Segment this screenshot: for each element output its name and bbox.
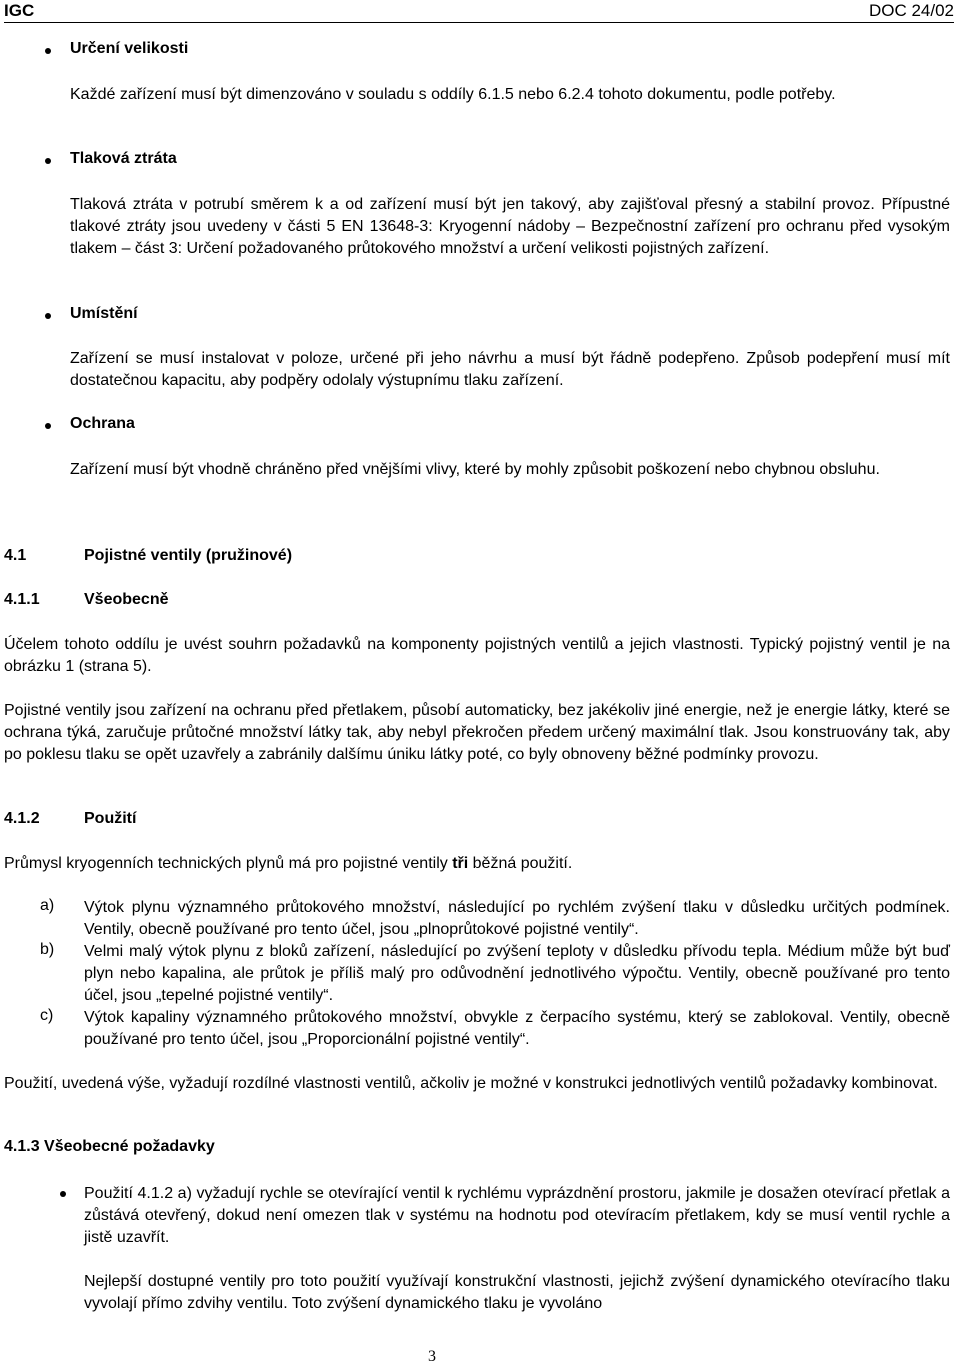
section-number: 4.1.2 bbox=[4, 810, 40, 827]
section-number: 4.1.1 bbox=[4, 591, 40, 608]
bullet-dot bbox=[45, 48, 51, 54]
bullet-text: Zařízení se musí instalovat v poloze, určené při jeho návrhu a musí být řádně podepřeno. Způsob podepření musí mít dostatečnou kapacitu, aby podpěry odolaly výstupnímu tlaku zařízení. bbox=[70, 350, 950, 389]
section-title: Pojistné ventily (pružinové) bbox=[84, 547, 293, 564]
paragraph: Pojistné ventily jsou zařízení na ochranu před přetlakem, působí automaticky, bez jakékoliv jiné energie, než je energie látky, které se ochrana týká, zaručuje průtočné množství látky tak, aby nebyl překročen předem určený maximální tlak. Jsou konstruovány tak, aby po poklesu tlaku se opět uzavřely a zabránily dalšímu úniku látky poté, co byly obnoveny běžné podmínky provozu. bbox=[4, 702, 950, 763]
intro-bold: tři bbox=[452, 855, 469, 872]
paragraph: Účelem tohoto oddílu je uvést souhrn požadavků na komponenty pojistných ventilů a jejich vlastnosti. Typický pojistný ventil je na obrázku 1 (strana 5). bbox=[4, 636, 950, 675]
section-heading: 4.1.3 Všeobecné požadavky bbox=[4, 1138, 215, 1155]
list-letter: a) bbox=[40, 897, 55, 914]
paragraph: Použití, uvedená výše, vyžadují rozdílné vlastnosti ventilů, ačkoliv je možné v konstrukci jednotlivých ventilů požadavky kombinovat. bbox=[4, 1075, 938, 1092]
bullet-text: Použití 4.1.2 a) vyžadují rychle se otevírající ventil k rychlému vyprázdnění prostoru, jakmile je dosažen otevírací přetlak a zůstává otevřený, dokud není omezen tlak v systému na hodnotu pod otevíracím přetlakem, kdy se musí ventil rychle a jistě uzavřít. bbox=[84, 1185, 950, 1246]
section-title: Použití bbox=[84, 810, 137, 827]
bullet-title: Ochrana bbox=[70, 415, 135, 432]
list-item: Výtok plynu významného průtokového množství, následující po rychlém zvýšení tlaku v důsledku určitých podmínek. Ventily, obecně používané pro tento účel, jsou „plnoprůtokové pojistné ventily“. bbox=[84, 899, 950, 938]
bullet-text: Tlaková ztráta v potrubí směrem k a od zařízení musí být jen takový, aby zajišťoval přesný a stabilní provoz. Přípustné tlakové ztráty jsou uvedeny v části 5 EN 13648-3: Kryogenní nádoby – Bezpečnostní zařízení pro ochranu před vysokým tlakem – část 3: Určení požadovaného průtokového množství a určení velikosti pojistných zařízení. bbox=[70, 196, 950, 257]
bullet-dot bbox=[45, 158, 51, 164]
page-number: 3 bbox=[428, 1348, 436, 1365]
list-item: Velmi malý výtok plynu z bloků zařízení, následující po zvýšení teploty v důsledku přívodu tepla. Médium může být buď plyn nebo kapalina, ale průtok je příliš malý pro odůvodnění jednotlivého výpočtu. Ventily, obecně používané pro tento účel, jsou „tepelné pojistné ventily“. bbox=[84, 943, 950, 1004]
header-doc-id: DOC 24/02 bbox=[868, 1, 954, 20]
intro-text: Průmysl kryogenních technických plynů má pro pojistné ventily bbox=[4, 855, 453, 872]
page-header bbox=[4, 0, 954, 23]
bullet-dot bbox=[45, 313, 51, 319]
bullet-text: Zařízení musí být vhodně chráněno před vnějšími vlivy, které by mohly způsobit poškození nebo chybnou obsluhu. bbox=[70, 461, 880, 478]
bullet-title: Určení velikosti bbox=[70, 40, 189, 57]
bullet-title: Tlaková ztráta bbox=[70, 150, 177, 167]
bullet-text: Každé zařízení musí být dimenzováno v souladu s oddíly 6.1.5 nebo 6.2.4 tohoto dokumentu, podle potřeby. bbox=[70, 86, 836, 103]
bullet-text: Nejlepší dostupné ventily pro toto použití využívají konstrukční vlastnosti, jejichž zvýšení dynamického otevíracího tlaku vyvolají přímo zdvihy ventilu. Toto zvýšení dynamického tlaku je vyvoláno bbox=[84, 1273, 950, 1312]
section-title: Všeobecně bbox=[84, 591, 169, 608]
list-item: Výtok kapaliny významného průtokového množství, obvykle z čerpacího systému, který se zablokoval. Ventily, obecně používané pro tento účel, jsou „Proporcionální pojistné ventily“. bbox=[84, 1009, 950, 1048]
bullet-dot bbox=[45, 423, 51, 429]
bullet-title: Umístění bbox=[70, 305, 138, 322]
intro-text-end: běžná použití. bbox=[468, 855, 573, 872]
header-org: IGC bbox=[4, 1, 35, 20]
list-letter: c) bbox=[40, 1007, 54, 1024]
list-letter: b) bbox=[40, 941, 55, 958]
paragraph bbox=[4, 853, 950, 875]
section-number: 4.1 bbox=[4, 547, 27, 564]
bullet-dot bbox=[60, 1191, 66, 1197]
